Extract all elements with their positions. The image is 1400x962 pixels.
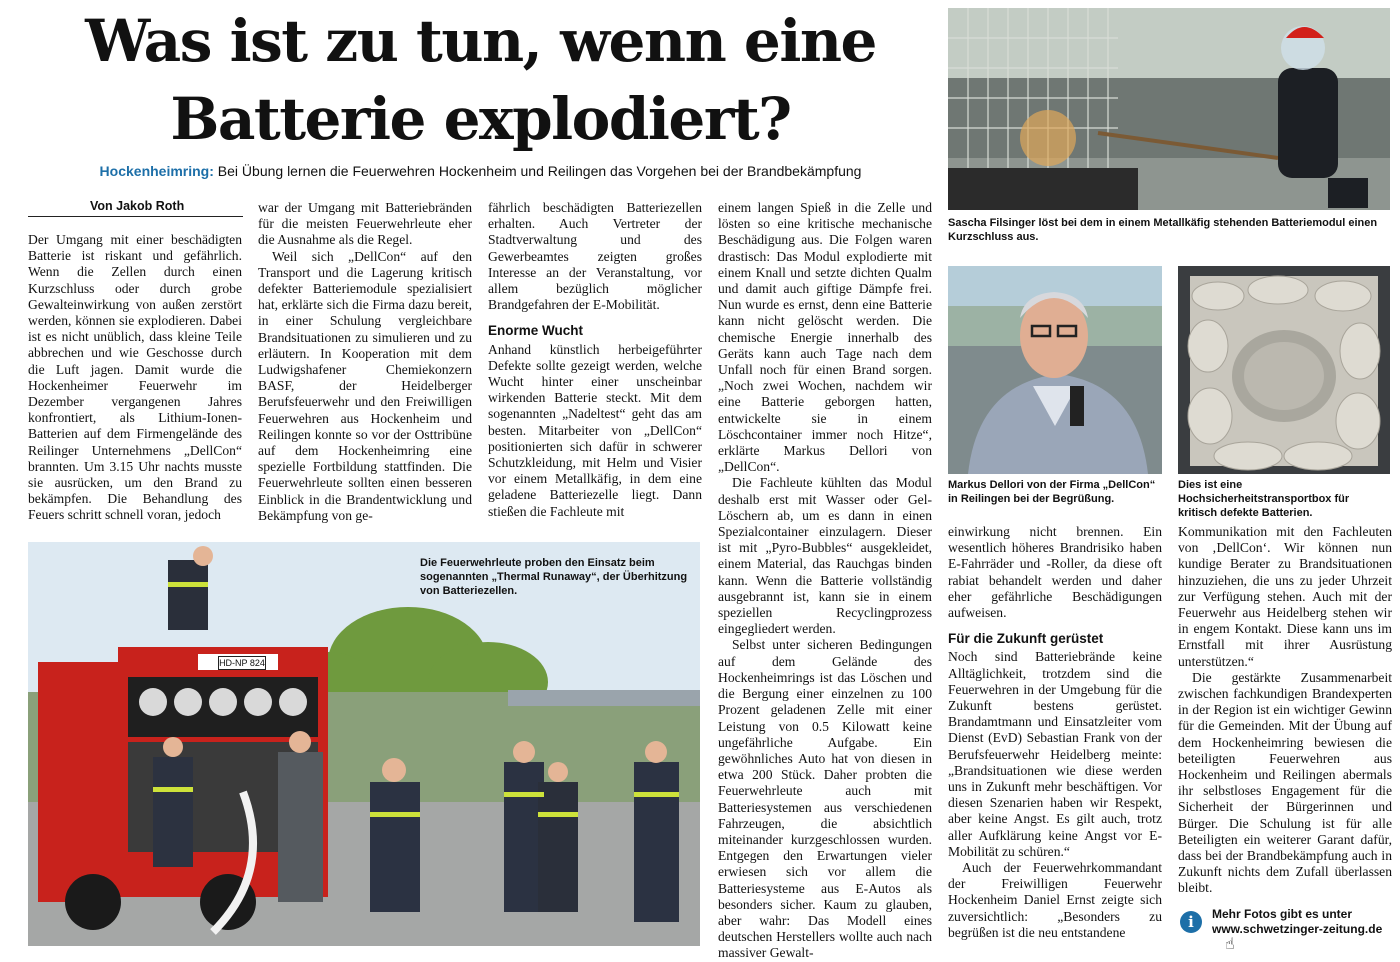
caption-top-photo: Sascha Filsinger löst bei dem in einem Metallkäfig stehenden Batteriemodul einen Kurzschluss aus.: [948, 217, 1378, 243]
speaker-photo: [948, 266, 1162, 474]
caption-speaker-photo: Markus Dellori von der Firma „DellCon“ in Reilingen bei der Begrüßung.: [948, 479, 1156, 505]
article-column-5: [948, 524, 1162, 948]
article-column-2: [258, 200, 472, 522]
headline-line-1: Was ist zu tun, wenn eine: [85, 7, 876, 75]
paragraph: Der Umgang mit einer beschädigten Batterie ist riskant und gefährlich. Wenn die Zellen durch einen Kurzschluss oder durch grobe Gewalteinwirkung von außen zerstört werden, können sie explodieren. Dabei ist es nicht unüblich, dass kleine Teile abbrechen und wie Geschosse durch die Luft jagen. Damit wurde die Hockenheimer Feuerwehr im Dezember vergangenen Jahres konfrontiert, als Lithium-Ionen-Batterien auf dem Firmengelände des Reilinger Unternehmens „DellCon“ brannten. Um 3.15 Uhr nachts musste sie ausrücken, um den Brand zu bekämpfen. Die Behandlung des Feuers schritt schnell voran, jedoch: [28, 232, 242, 523]
byline: Von Jakob Roth: [28, 199, 243, 217]
paragraph: Anhand künstlich herbeigeführter Defekte sollte gezeigt werden, welche Wucht hinter einer unscheinbar wirkenden Batterie steckt. Mit dem sogenannten „Nadeltest“ geht das am besten. Mitarbeiter von „DellCon“ positionierten sich dafür in schwerer Schutzkleidung, mit Helm und Visier vor einem Metallkäfig, in dem eine geladene Batteriezelle liegt. Dann stießen die Fachleute mit: [488, 341, 702, 519]
article-column-1: [28, 232, 242, 522]
transport-box-photo: [1178, 266, 1390, 474]
paragraph: Weil sich „DellCon“ auf den Transport und die Lagerung kritisch defekter Batteriemodule spezialisiert hat, erklärte sich die Firma dazu bereit, in einer Schulung vergleichbare Brandsituationen zu simulieren und zu erläutern. In Kooperation mit dem Ludwigshafener Chemiekonzern BASF, der Heidelberger Berufsfeuerwehr und den Freiwilligen Feuerwehren aus Hockenheim und Reilingen konnte so vor der Osttribüne auf dem Hockenheimring eine spezielle Fortbildung stattfinden. Die Feuerwehrleute sollten einen besseren Einblick in die Brandentwicklung und Bekämpfung von ge-: [258, 248, 472, 523]
headline: [28, 2, 933, 158]
fire-truck-photo: [28, 542, 700, 946]
paragraph: Noch sind Batteriebrände keine Alltäglichkeit, trotzdem sind die Feuerwehren in der Umgebung für die Zukunft bestens gerüstet. Brandamtmann und Einsatzleiter vom Dienst (EvD) Sebastian Frank von der Berufsfeuerwehr Heidelberg meinte: „Brandsituationen wie diese werden uns in Zukunft mehr beschäftigen. Vor diesen Szenarien haben wir Respekt, aber keine Angst. Es gilt auch, trotz aller Aufklärung keine Angst vor E-Mobilität zu schüren.“: [948, 649, 1162, 859]
info-icon: i: [1180, 911, 1202, 933]
info-text: [1212, 907, 1392, 937]
subline-text: Bei Übung lernen die Feuerwehren Hockenheim und Reilingen das Vorgehen bei der Brandbekämpfung: [213, 163, 862, 179]
paragraph: Die gestärkte Zusammenarbeit zwischen fachkundigen Brandexperten in der Region ist ein wichtiger Gewinn für die Gemeinden. Mit der Übung auf dem Hockenheimring bewiesen die beteiligten Feuerwehren aus Hockenheim und Reilingen abermals ihr selbstloses Engagement für die Sicherheit der Bürgerinnen und Bürger. Die Schulung ist für alle Beteiligten ein weiterer Garant dafür, dass bei der Brandbekämpfung auch in Zukunft nichts dem Zufall überlassen bleibt.: [1178, 669, 1392, 896]
license-plate: HD-NP 824: [219, 658, 265, 668]
hand-cursor-icon: ☝: [1225, 934, 1235, 953]
paragraph: einem langen Spieß in die Zelle und lösten so eine kritische mechanische Beschädigung aus. Die Folgen waren drastisch: Das Modul explodierte mit einem Knall und setzte dichten Qualm und damit auch giftige Dämpfe frei. Nun wurde es ernst, denn eine Batterie kann nicht gelöscht werden. Die chemische Energie innerhalb des Geräts kann auch Tage nach dem Unfall noch für einen Brand sorgen. „Noch zwei Wochen, nachdem wir eine Batterie geborgen hatten, entwickelte sie in einem Löschcontainer immer noch Hitze“, erklärte Markus Dellori von „DellCon“.: [718, 200, 932, 475]
caption-truck-photo: Die Feuerwehrleute proben den Einsatz beim sogenannten „Thermal Runaway“, der Überhitzung von Batteriezellen.: [420, 557, 688, 597]
info-line-1: Mehr Fotos gibt es unter: [1212, 907, 1353, 921]
subline: [28, 163, 933, 179]
battery-cage-photo: [948, 8, 1390, 210]
kicker: Hockenheimring:: [99, 163, 214, 179]
caption-box-photo: Dies ist eine Hochsicherheitstransportbox für kritisch defekte Batterien.: [1178, 479, 1350, 519]
article-column-4: [718, 200, 932, 961]
subheading-enorme-wucht: Enorme Wucht: [488, 323, 584, 339]
paragraph: Die Fachleute kühlten das Modul deshalb erst mit Wasser oder Gel-Löschern ab, um es dann in einen Spezialcontainer einzulagern. Dieser ist mit „Pyro-Bubbles“ ausgekleidet, einem Material, das Rauchgas binden kann. Wenn die Batterie vollständig ausgebrannt ist, kann sie in einem speziellen Recyclingprozess eingegliedert werden.: [718, 475, 932, 637]
paragraph: Kommunikation mit den Fachleuten von ‚DellCon‘. Wir können nun kundige Berater zu Brandsituationen hinzuziehen, die uns zu jeder Uhrzeit zur Verfügung stehen. Auch mit der Feuerwehr aus Heidelberg stehen wir in engem Kontakt. Diese kann uns im Ernstfall mit ihrer Ausrüstung unterstützen.“: [1178, 524, 1392, 669]
paragraph: Auch der Feuerwehrkommandant der Freiwilligen Feuerwehr Hockenheim Daniel Ernst zeigte sich zuversichtlich: „Besonders zu begrüßen ist die neu entstandene: [948, 860, 1162, 940]
paragraph: fährlich beschädigten Batteriezellen erhalten. Auch Vertreter der Stadtverwaltung und des Gewerbeamtes zeigten großes Interesse an der Veranstaltung, vor allem bezüglich möglicher Brandgefahren der E-Mobilität.: [488, 200, 702, 313]
article-column-3: [488, 200, 702, 522]
headline-line-2: Batterie explodiert?: [170, 85, 791, 153]
paragraph: einwirkung nicht brennen. Ein wesentlich höheres Brandrisiko haben E-Fahrräder und -Roller, da diese oft rabiat behandelt werden und daher eher gefährliche Beschädigungen aufweisen.: [948, 524, 1162, 621]
paragraph: war der Umgang mit Batteriebränden für die meisten Feuerwehrleute eher die Ausnahme als die Regel.: [258, 200, 472, 248]
article-column-6: [1178, 524, 1392, 896]
paragraph: Selbst unter sicheren Bedingungen auf dem Gelände des Hockenheimrings ist das Löschen und die Bergung einer einzelnen zu 100 Prozent geladenen Zelle mit einer Leistung von 0.5 Kilowatt keine ungefährliche Aufgabe. Ein gewöhnliches Auto hat von diesen in etwa 200 Stück. Daher probten die Feuerwehrleute auch mit Batteriesystemen aus verschiedenen Fahrzeugen, die absichtlich miteinander kurzgeschlossen wurden. Entgegen den Erwartungen vieler erwiesen sich vor allem die Batteriesysteme aus E-Autos als besonders sicher. Kaum zu glauben, aber wahr: Das Modell eines deutschen Herstellers wollte auch nach massiver Gewalt-: [718, 637, 932, 961]
subheading-zukunft: Für die Zukunft gerüstet: [948, 631, 1104, 647]
website-link[interactable]: www.schwetzinger-zeitung.de: [1212, 922, 1383, 936]
